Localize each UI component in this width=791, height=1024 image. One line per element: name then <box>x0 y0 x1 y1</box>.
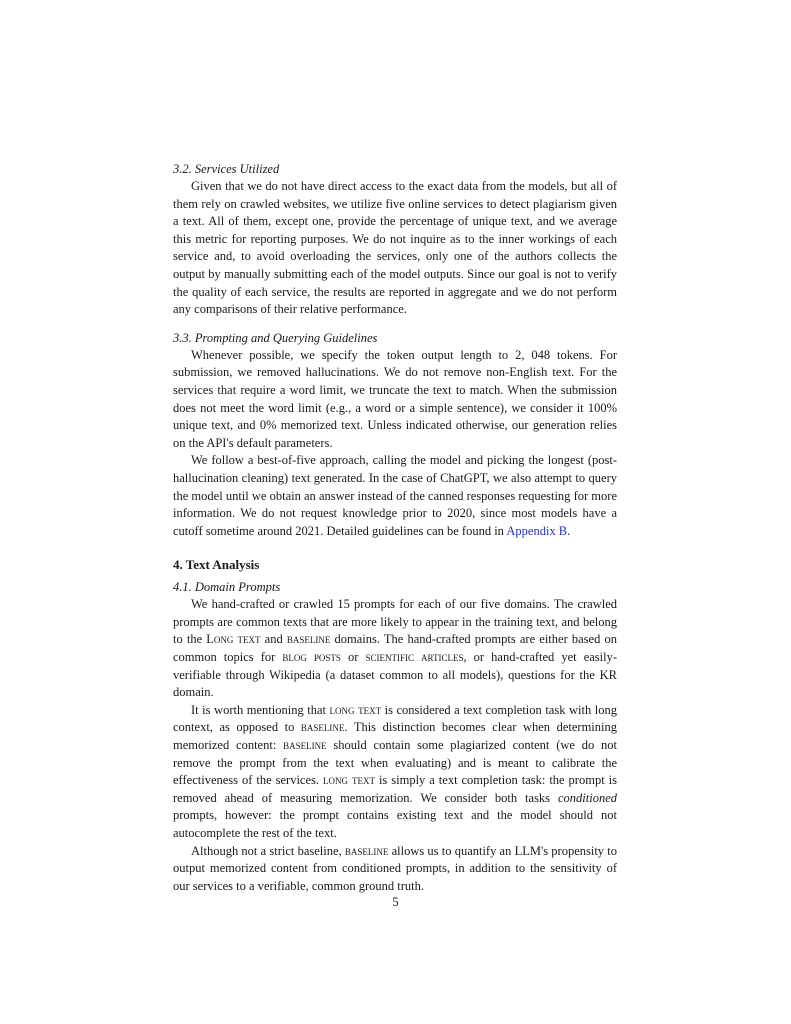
domain-name-baseline: baseline <box>344 843 389 858</box>
text-span: We follow a best-of-five approach, calling the model and picking the longest (post-hallucination cleaning) text generated. In the case of ChatGPT, we also attempt to query the model until we obtain an answer instead of the canned responses requesting for more information. We do not request knowledge prior to 2020, since most models have a cutoff sometime around 2021. Detailed guidelines can be found in <box>173 453 617 538</box>
subsection-heading-4-1: 4.1. Domain Prompts <box>173 580 281 595</box>
text-span: allows us to quantify an LLM's propensity to output memorized content from conditioned prompts, in addition to the sensitivity of our services to a verifiable, common ground truth. <box>173 843 617 893</box>
paragraph-domain-prompts-1 <box>173 596 617 702</box>
page-number: 5 <box>392 895 399 909</box>
domain-name-long-text: long text <box>323 773 375 788</box>
domain-name-baseline: baseline <box>300 720 345 735</box>
section-heading-4: 4. Text Analysis <box>173 557 260 573</box>
subsection-heading-3-2: 3.2. Services Utilized <box>173 162 280 176</box>
domain-name-baseline: baseline <box>283 738 327 753</box>
paragraph-prompting-1: Whenever possible, we specify the token output length to 2, 048 tokens. For submission, we removed hallucinations. We do not remove non-English text. For the services that require a word limit, we truncate the text to match. When the submission does not meet the word limit (e.g., a word or a simple sentence), we consider it 100% unique text, and 0% memorized text. Unless indicated otherwise, our generation relies on the API's default parameters. <box>173 347 617 450</box>
text-span: It is worth mentioning that <box>191 702 330 717</box>
text-span: , or hand-crafted yet easily-verifiable through Wikipedia (a dataset common to all models), questions for the KR domain. <box>173 650 618 700</box>
paragraph-prompting-2 <box>173 452 617 540</box>
domain-name-blog-posts: blog posts <box>282 650 341 665</box>
text-span: is simply a text completion task: the prompt is removed ahead of measuring memorization. We consider both tasks <box>173 773 617 805</box>
paragraph-domain-prompts-3 <box>173 843 617 896</box>
appendix-b-link[interactable]: Appendix B <box>506 523 568 538</box>
text-span: should contain some plagiarized content (we do not remove the prompt from the text when evaluating) and is meant to calibrate the effectiveness of the services. <box>173 738 617 788</box>
page-body <box>173 160 617 895</box>
text-span: We hand-crafted or crawled 15 prompts for each of our five domains. The crawled prompts are common texts that are more likely to appear in the training text, and belong to the <box>173 597 617 647</box>
text-span: and <box>260 632 287 647</box>
domain-name-baseline: baseline <box>286 632 331 647</box>
domain-name-long-text: Long text <box>206 632 261 647</box>
text-span: prompts, however: the prompt contains existing text and the model should not autocomplete the rest of the text. <box>173 808 617 840</box>
paragraph-domain-prompts-2 <box>173 702 617 843</box>
emphasis-conditioned: conditioned <box>557 790 617 805</box>
text-span: is considered a text completion task with long context, as opposed to <box>173 702 617 735</box>
text-span: domains. The hand-crafted prompts are either based on common topics for <box>173 632 617 665</box>
paragraph-services-utilized: Given that we do not have direct access to the exact data from the models, but all of them rely on crawled websites, we utilize five online services to detect plagiarism given a text. All of them, except one, provide the percentage of unique text, and we average this metric for reporting purposes. We do not inquire as to the inner workings of each service and, to avoid overloading the services, only one of the authors collects the output by manually submitting each of the model outputs. Since our goal is not to verify the quality of each service, the results are reported in aggregate and we do not perform any comparisons of their relative performance. <box>173 179 617 317</box>
domain-name-scientific-articles: scientific articles <box>365 650 464 665</box>
text-span: Although not a strict baseline, <box>191 843 345 858</box>
subsection-heading-3-3: 3.3. Prompting and Querying Guidelines <box>173 330 378 345</box>
text-span: . This distinction becomes clear when determining memorized content: <box>173 720 617 753</box>
text-span: or <box>340 650 366 665</box>
text-span: . <box>567 523 571 538</box>
domain-name-long-text: long text <box>329 702 382 717</box>
